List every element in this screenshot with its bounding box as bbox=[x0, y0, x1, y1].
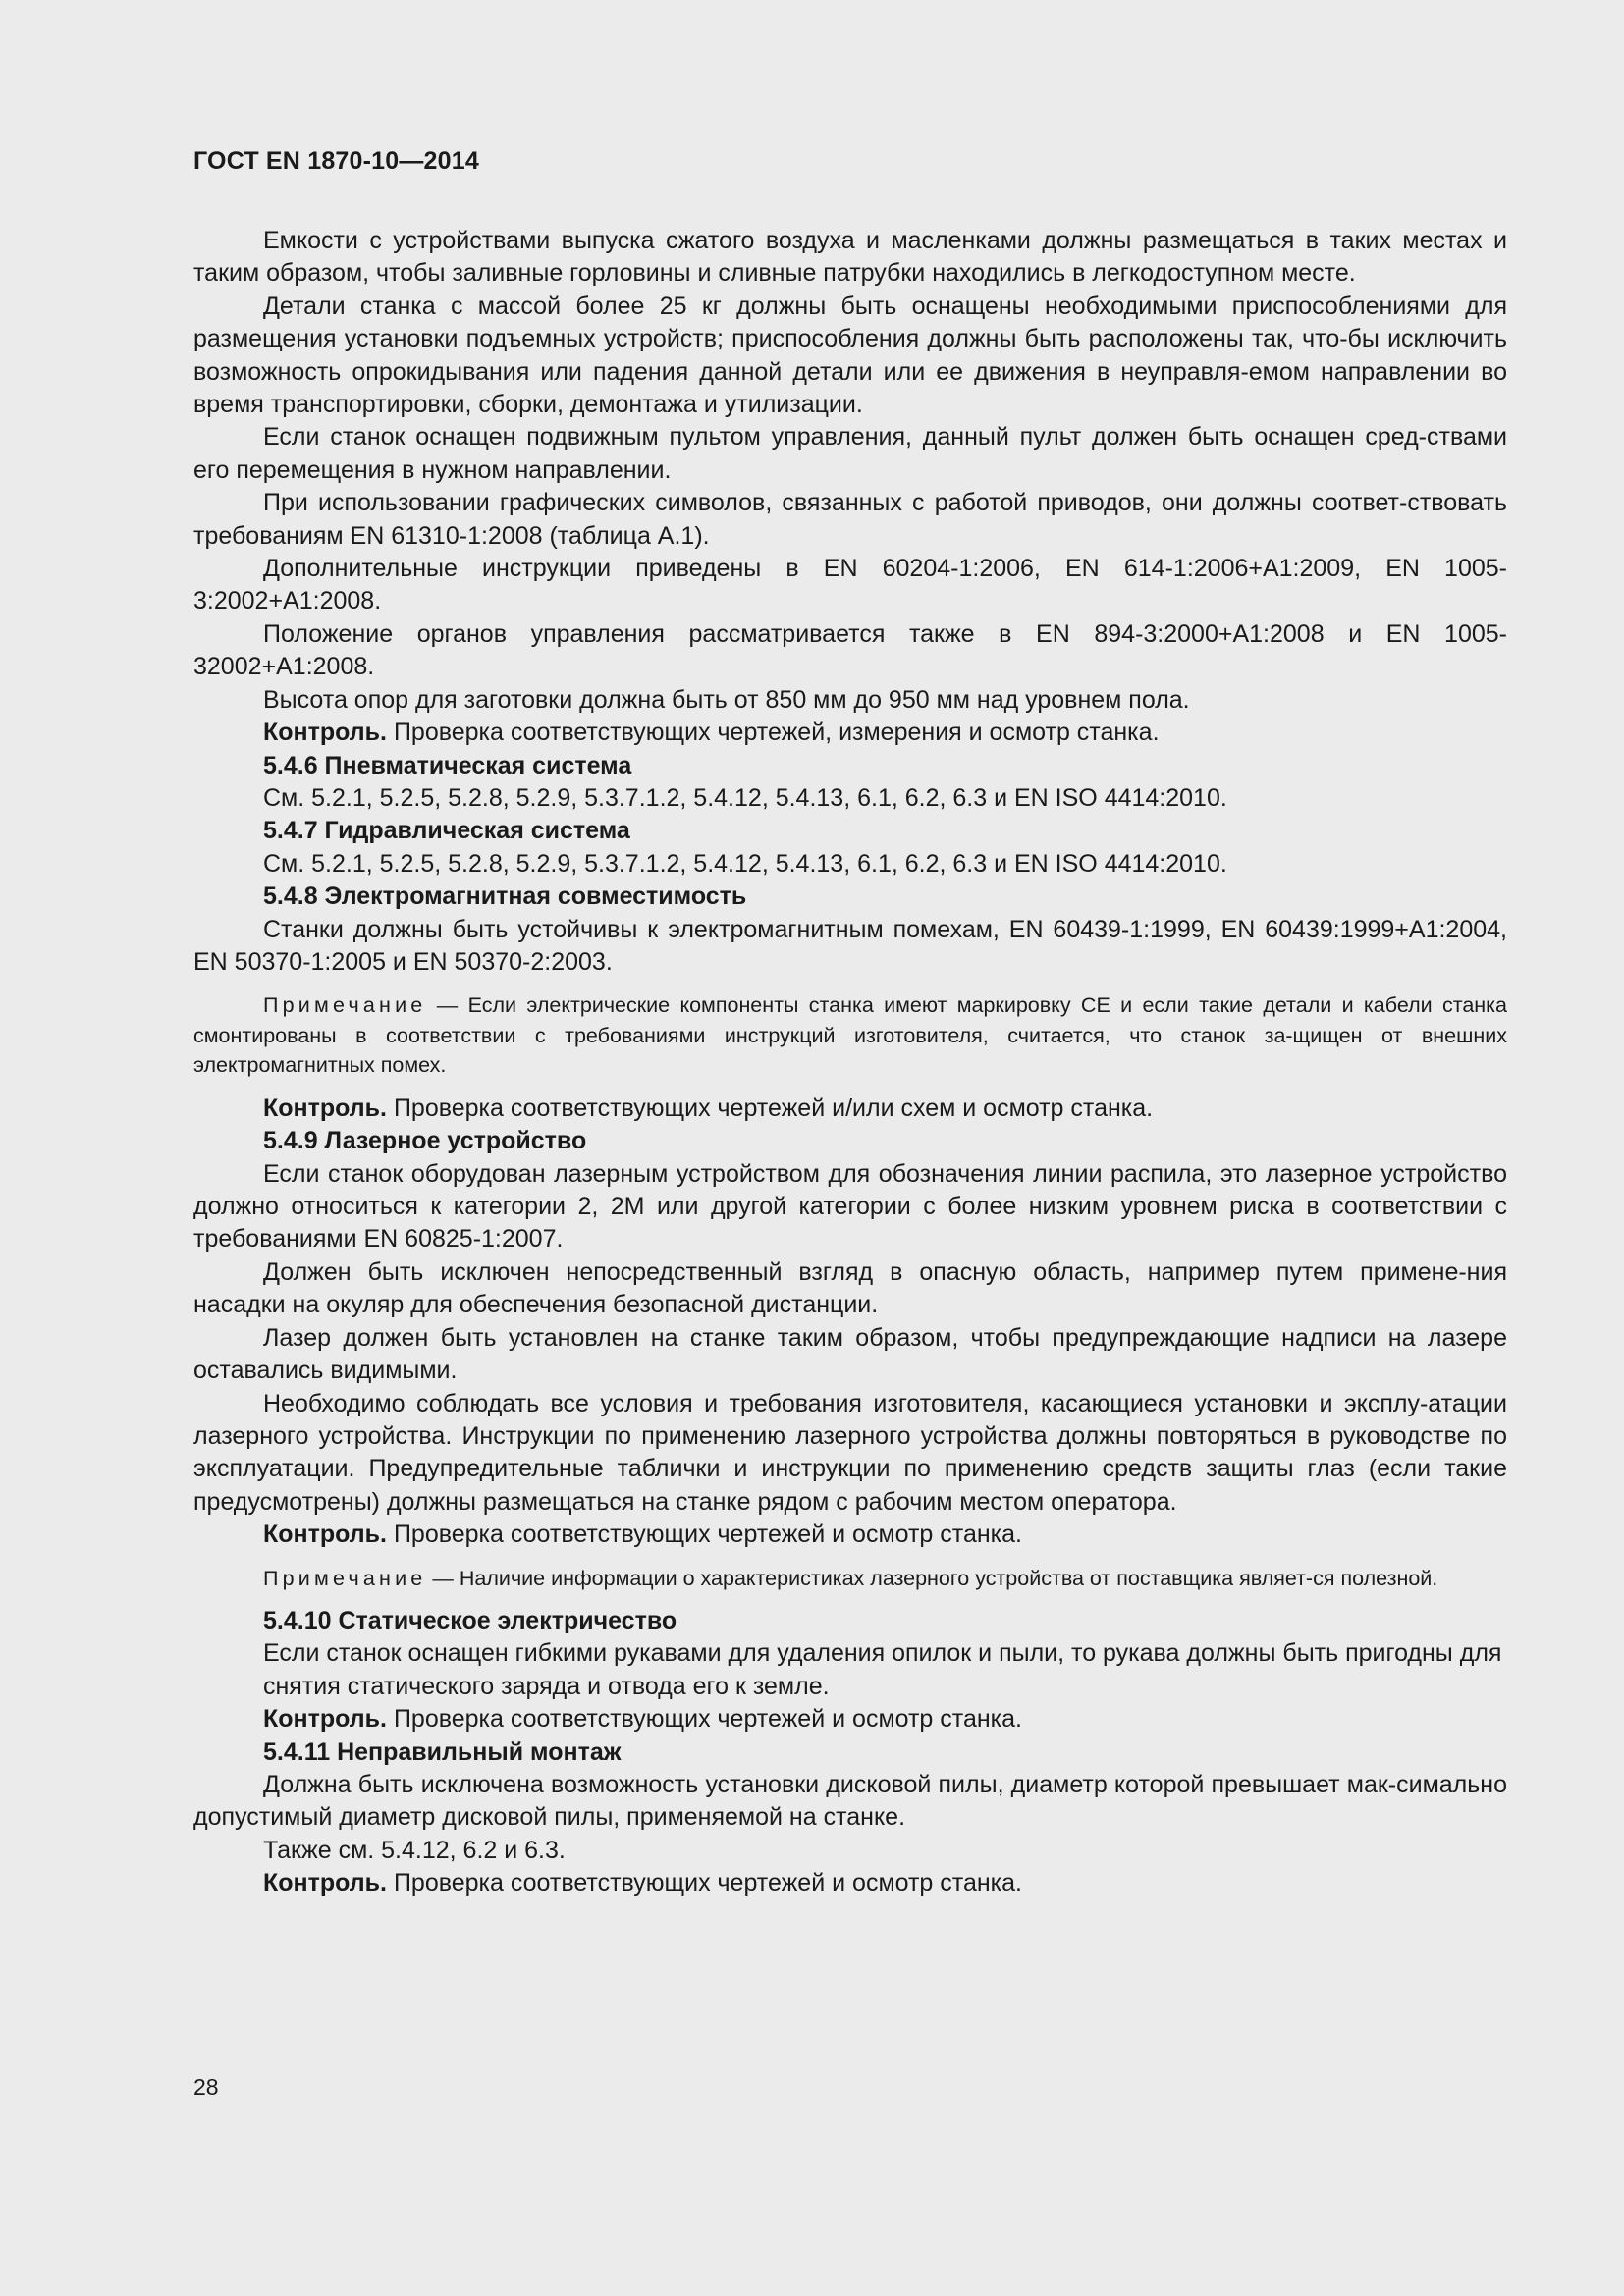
note bbox=[193, 990, 1507, 1081]
control-text: Проверка соответствующих чертежей и осмотр станка. bbox=[387, 1705, 1022, 1734]
paragraph: Лазер должен быть установлен на станке таким образом, чтобы предупреждающие надписи на лазере оставались видимыми. bbox=[193, 1323, 1507, 1385]
paragraph: Емкости с устройствами выпуска сжатого воздуха и масленками должны размещаться в таких местах и таким образом, чтобы заливные горловины и сливные патрубки находились в легкодоступном месте. bbox=[193, 227, 1507, 288]
control-paragraph bbox=[193, 1519, 1507, 1551]
note-text: — Если электрические компоненты станка имеют маркировку СЕ и если такие детали и кабели станка смонтированы в соответствии с требованиями инструкций изготовителя, считается, что станок за-щищен от внешних электромагнитных помех. bbox=[193, 993, 1507, 1078]
control-paragraph bbox=[193, 1703, 1507, 1735]
paragraph: Станки должны быть устойчивы к электромагнитным помехам, EN 60439-1:1999, EN 60439:1999+A1:2004, EN 50370-1:2005 и EN 50370-2:2003. bbox=[193, 915, 1507, 976]
paragraph: Необходимо соблюдать все условия и требования изготовителя, касающиеся установки и эксплу-атации лазерного устройства. Инструкции по применению лазерного устройства должны повторяться в руководстве по эксплуатации. Предупредительные таблички и инструкции по применению средств защиты глаз (если такие предусмотрены) должны размещаться на станке рядом с рабочим местом оператора. bbox=[193, 1389, 1507, 1516]
control-paragraph bbox=[193, 1867, 1507, 1899]
standard-header: ГОСТ EN 1870-10—2014 bbox=[193, 147, 479, 175]
section-heading-5-4-11: 5.4.11 Неправильный монтаж bbox=[263, 1737, 622, 1766]
paragraph: Также см. 5.4.12, 6.2 и 6.3. bbox=[263, 1836, 566, 1864]
paragraph: См. 5.2.1, 5.2.5, 5.2.8, 5.2.9, 5.3.7.1.2, 5.4.12, 5.4.13, 6.1, 6.2, 6.3 и EN ISO 4414:2010. bbox=[263, 849, 1227, 878]
note-label: Примечание bbox=[263, 1566, 427, 1590]
section-heading-5-4-8: 5.4.8 Электромагнитная совместимость bbox=[263, 882, 747, 911]
control-label: Контроль. bbox=[263, 1869, 387, 1897]
paragraph: Высота опор для заготовки должна быть от 850 мм до 950 мм над уровнем пола. bbox=[263, 685, 1190, 714]
paragraph: Должна быть исключена возможность установки дисковой пилы, диаметр которой превышает мак-симально допустимый диаметр дисковой пилы, применяемой на станке. bbox=[193, 1771, 1507, 1832]
control-text: Проверка соответствующих чертежей и осмотр станка. bbox=[387, 1521, 1022, 1549]
paragraph: Если станок оснащен подвижным пультом управления, данный пульт должен быть оснащен сред-ствами его перемещения в нужном направлении. bbox=[193, 423, 1507, 484]
control-label: Контроль. bbox=[263, 1521, 387, 1549]
paragraph: Должен быть исключен непосредственный взгляд в опасную область, например путем примене-ния насадки на окуляр для обеспечения безопасной дистанции. bbox=[193, 1257, 1507, 1319]
paragraph: Если станок оснащен гибкими рукавами для удаления опилок и пыли, то рукава должны быть пригодны для снятия статического заряда и отвода его к земле. bbox=[263, 1639, 1502, 1700]
control-label: Контроль. bbox=[263, 1094, 387, 1122]
section-heading-5-4-10: 5.4.10 Статическое электричество bbox=[263, 1607, 677, 1635]
page-number: 28 bbox=[193, 2074, 219, 2100]
control-text: Проверка соответствующих чертежей, измерения и осмотр станка. bbox=[387, 719, 1160, 747]
control-paragraph bbox=[193, 717, 1507, 749]
section-heading-5-4-7: 5.4.7 Гидравлическая система bbox=[263, 817, 630, 845]
paragraph: См. 5.2.1, 5.2.5, 5.2.8, 5.2.9, 5.3.7.1.2, 5.4.12, 5.4.13, 6.1, 6.2, 6.3 и EN ISO 4414:2010. bbox=[263, 783, 1227, 812]
section-heading-5-4-6: 5.4.6 Пневматическая система bbox=[263, 751, 632, 779]
control-paragraph bbox=[193, 1093, 1507, 1125]
paragraph: Дополнительные инструкции приведены в EN 60204-1:2006, EN 614-1:2006+A1:2009, EN 1005-3:2002+A1:2008. bbox=[193, 555, 1507, 615]
paragraph: Положение органов управления рассматривается также в EN 894-3:2000+A1:2008 и EN 1005-32002+A1:2008. bbox=[193, 619, 1507, 681]
control-text: Проверка соответствующих чертежей и осмотр станка. bbox=[387, 1869, 1022, 1897]
document-body bbox=[193, 225, 1507, 1900]
note bbox=[193, 1564, 1507, 1594]
note-label: Примечание bbox=[263, 993, 427, 1018]
control-label: Контроль. bbox=[263, 719, 387, 747]
section-heading-5-4-9: 5.4.9 Лазерное устройство bbox=[263, 1127, 587, 1155]
control-label: Контроль. bbox=[263, 1705, 387, 1734]
note-text: — Наличие информации о характеристиках лазерного устройства от поставщика являет-ся полезной. bbox=[426, 1566, 1438, 1590]
paragraph: Детали станка с массой более 25 кг должны быть оснащены необходимыми приспособлениями для размещения установки подъемных устройств; приспособления должны быть расположены так, что-бы исключить возможность опрокидывания или падения данной детали или ее движения в неуправля-емом направлении во время транспортировки, сборки, демонтажа и утилизации. bbox=[193, 292, 1507, 419]
paragraph: Если станок оборудован лазерным устройством для обозначения линии распила, это лазерное устройство должно относиться к категории 2, 2М или другой категории с более низким уровнем риска в соответствии с требованиями EN 60825-1:2007. bbox=[193, 1159, 1507, 1254]
paragraph: При использовании графических символов, связанных с работой приводов, они должны соответ-ствовать требованиям EN 61310-1:2008 (таблица А.1). bbox=[193, 489, 1507, 550]
control-text: Проверка соответствующих чертежей и/или схем и осмотр станка. bbox=[387, 1094, 1154, 1122]
